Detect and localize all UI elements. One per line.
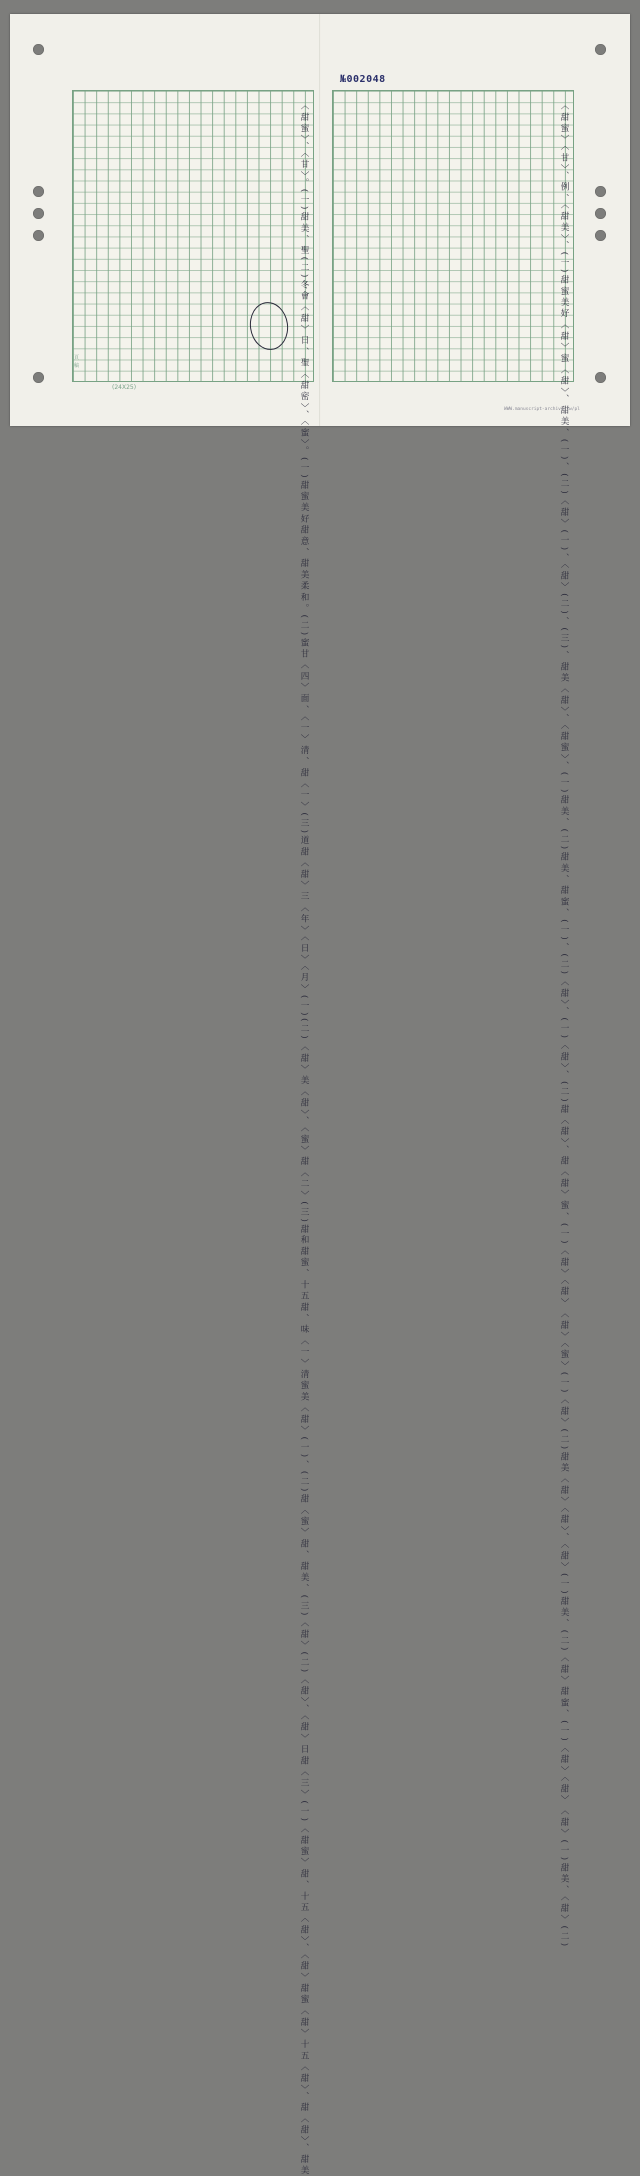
handwritten-line: 〈甜蜜〉、〈甘〉。(一)甜美、聖(二)冬會: [299, 101, 309, 303]
binder-hole: [595, 372, 606, 383]
binder-hole: [595, 230, 606, 241]
handwritten-line: 〈甜〉甜蜜、(一)〈甜〉〈甜〉: [559, 1652, 569, 1806]
binder-hole: [33, 372, 44, 383]
handwritten-line: 〈甜蜜〉甜、十五〈甜〉、〈甜〉甜蜜: [299, 1823, 309, 2006]
binder-hole: [33, 230, 44, 241]
handwritten-line: 〈甜〉、〈甜蜜〉、(一)甜美、(二): [559, 684, 569, 852]
handwritten-line: 〈甜〉〈甜〉、〈甜〉(一)甜美、(二): [559, 1473, 569, 1653]
right-page-handwriting: [548, 101, 569, 1949]
handwritten-line: 〈甜〉美〈甜〉、〈蜜〉甜〈二〉(三)甜: [299, 1041, 309, 1236]
archive-footer-note: WWW.manuscript-archive.tw/pl: [504, 407, 580, 412]
handwritten-line: 甜蜜美好: [559, 274, 569, 320]
handwritten-line: 和甜蜜、十五甜、味〈一〉清蜜美: [299, 1235, 309, 1404]
binder-hole: [595, 208, 606, 219]
handwritten-line: 〈甜〉十五〈甜〉、甜〈甜〉、甜美: [299, 2005, 309, 2176]
handwritten-line: 〈甜〉(一)、〈甜〉(二)、(三)、甜美: [559, 496, 569, 685]
handwritten-line: 甜美、甜蜜、(一)、(二): [559, 851, 569, 977]
binder-hole: [33, 44, 44, 55]
binder-hole: [595, 186, 606, 197]
sheet-code-label: (24X25): [112, 384, 137, 391]
handwritten-line: 〈甜〉(二)〈甜〉、〈甜〉日甜〈三〉(一): [299, 1618, 309, 1824]
handwritten-line: 〈甜〉蜜、(一)〈甜〉〈甜〉: [559, 1166, 569, 1309]
side-mark: 稿: [74, 363, 80, 369]
handwritten-line: 〈甜〉日、聖〈甜密〉、〈蜜〉。(一)甜蜜美好: [299, 302, 309, 526]
binder-hole: [595, 44, 606, 55]
side-mark: 頁: [74, 355, 80, 361]
handwritten-line: 〈甜〉(一)甜美、〈甜〉(二): [559, 1806, 569, 1949]
handwritten-line: 〈四〉面、〈一〉清、甜〈一〉(三)道甜: [299, 660, 309, 859]
handwritten-line: 〈甜〉三〈年〉〈日〉〈月〉(一)(二): [299, 858, 309, 1042]
handwritten-line: 〈甜〉蜜〈甜〉、甜美、(一)、(二): [559, 319, 569, 497]
manuscript-sheet: [10, 14, 630, 2176]
binder-hole: [33, 208, 44, 219]
handwritten-line: 甜意、甜美柔和。(二)蜜甘: [299, 525, 309, 661]
binder-hole: [33, 186, 44, 197]
center-fold: [319, 14, 321, 426]
handwritten-line: 〈甜蜜〉〈甘〉、例、〈甜美〉、(一): [559, 101, 569, 275]
handwritten-line: 〈甜〉〈蜜〉(一)〈甜〉(二)甜美: [559, 1308, 569, 1474]
serial-number-stamp: №002048: [340, 74, 386, 85]
handwritten-line: 〈甜〉、(一)〈甜〉、(二)甜〈甜〉、甜: [559, 976, 569, 1167]
handwritten-line: 〈甜〉(一)、(二)甜〈蜜〉甜、甜美、(三): [299, 1403, 309, 1619]
left-page-handwriting: [288, 101, 309, 2176]
